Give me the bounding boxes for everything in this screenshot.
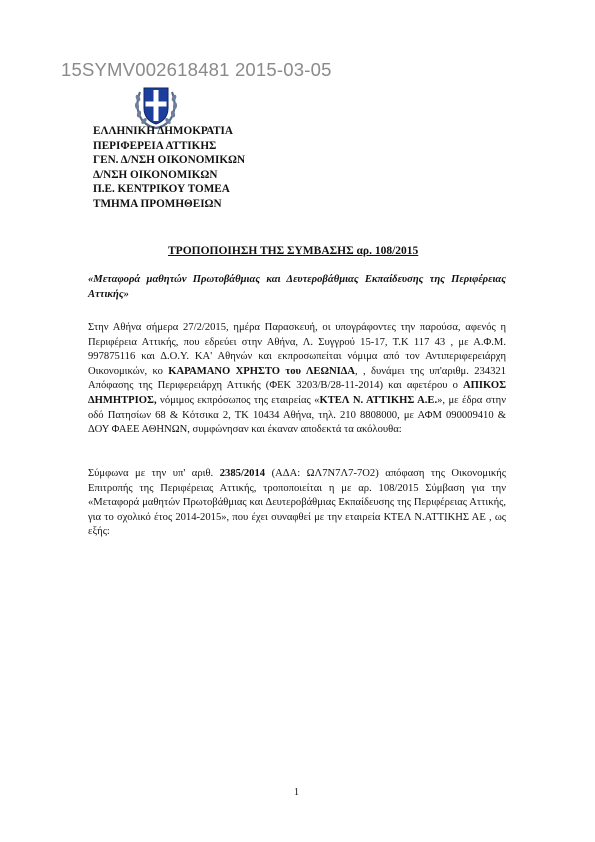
subject-paragraph: «Μεταφορά μαθητών Πρωτοβάθμιας και Δευτεροβάθμιας Εκπαίδευσης της Περιφέρειας Αττικής» [88, 274, 506, 300]
text-run: (ΑΔΑ: ΩΛ7Ν7Λ7-7Ο2) απόφαση της Οικονομικής Επιτροπής της Περιφέρειας Αττικής, τροποποιείται η με αρ. 108/2015 Σύμβαση για την «Μεταφορά μαθητών Πρωτοβάθμιας και Δευτεροβάθμιας Εκπαίδευσης της Περιφέρειας Αττικής, για το σχολικό έτος 2014-2015», που έχει συναφθεί με την εταιρεία ΚΤΕΛ Ν.ΑΤΤΙΚΗΣ ΑΕ , ως εξής: [88, 468, 506, 538]
text-run: Στην Αθήνα σήμερα 27/2/2015, ημέρα Παρασκευή, οι υπογράφοντες την παρούσα, αφενός η Περιφέρεια Αττικής, που εδρεύει στην Αθήνα, Λ. Συγγρού 15-17, Τ.Κ 117 43 , με Α.Φ.Μ. 997875116 και Δ.Ο.Υ. ΚΑ' Αθηνών και εκπροσωπείται νόμιμα από τον Αντιπεριφερειάρχη Οικονομικών, κο [88, 322, 506, 377]
text-run: νόμιμος εκπρόσωπος της εταιρείας « [156, 394, 320, 406]
header-line: ΕΛΛΗΝΙΚΗ ΔΗΜΟΚΡΑΤΙΑ [93, 125, 233, 137]
header-line: ΠΕΡΙΦΕΡΕΙΑ ΑΤΤΙΚΗΣ [93, 139, 217, 152]
header-line: ΓΕΝ. Δ/ΝΣΗ ΟΙΚΟΝΟΜΙΚΩΝ [93, 154, 246, 167]
page-number: 1 [294, 787, 299, 798]
header-line: Π.Ε. ΚΕΝΤΡΙΚΟΥ ΤΟΜΕΑ [93, 183, 230, 196]
contractor-representative-name: ΑΠΙΚΟΣ ΔΗΜΗΤΡΙΟΣ, [88, 380, 506, 406]
parties-paragraph [88, 321, 506, 438]
contractor-company-name: ΚΤΕΛ Ν. ΑΤΤΙΚΗΣ Α.Ε. [319, 394, 438, 406]
header-line: Δ/ΝΣΗ ΟΙΚΟΝΟΜΙΚΩΝ [93, 168, 218, 181]
representative-name: ΚΑΡΑΜΑΝΟ ΧΡΗΣΤΟ του ΛΕΩΝΙΔΑ [168, 365, 356, 377]
text-run: », με έδρα στην οδό Πατησίων 68 & Κότσικα 2, ΤΚ 10434 Αθήνα, τηλ. 210 8808000, με ΑΦΜ 090009410 & ΔΟΥ ΦΑΕΕ ΑΘΗΝΩΝ, συμφώνησαν και έκαναν αποδεκτά τα ακόλουθα: [88, 394, 506, 436]
issuer-header [93, 124, 245, 212]
text-run: Σύμφωνα με την υπ' αριθ. [88, 468, 220, 479]
header-line: ΤΜΗΜΑ ΠΡΟΜΗΘΕΙΩΝ [93, 197, 222, 210]
amendment-paragraph [88, 467, 506, 540]
document-id-watermark: 15SYMV002618481 2015-03-05 [61, 59, 332, 80]
decision-number: 2385/2014 [219, 468, 266, 479]
text-run: , , δυνάμει της υπ'αριθμ. 234321 Απόφασης της Περιφερειάρχη Αττικής (ΦΕΚ 3203/Β/28-11-2014) και αφετέρου ο [88, 365, 506, 392]
document-title: ΤΡΟΠΟΠΟΙΗΣΗ ΤΗΣ ΣΥΜΒΑΣΗΣ αρ. 108/2015 [168, 245, 419, 257]
